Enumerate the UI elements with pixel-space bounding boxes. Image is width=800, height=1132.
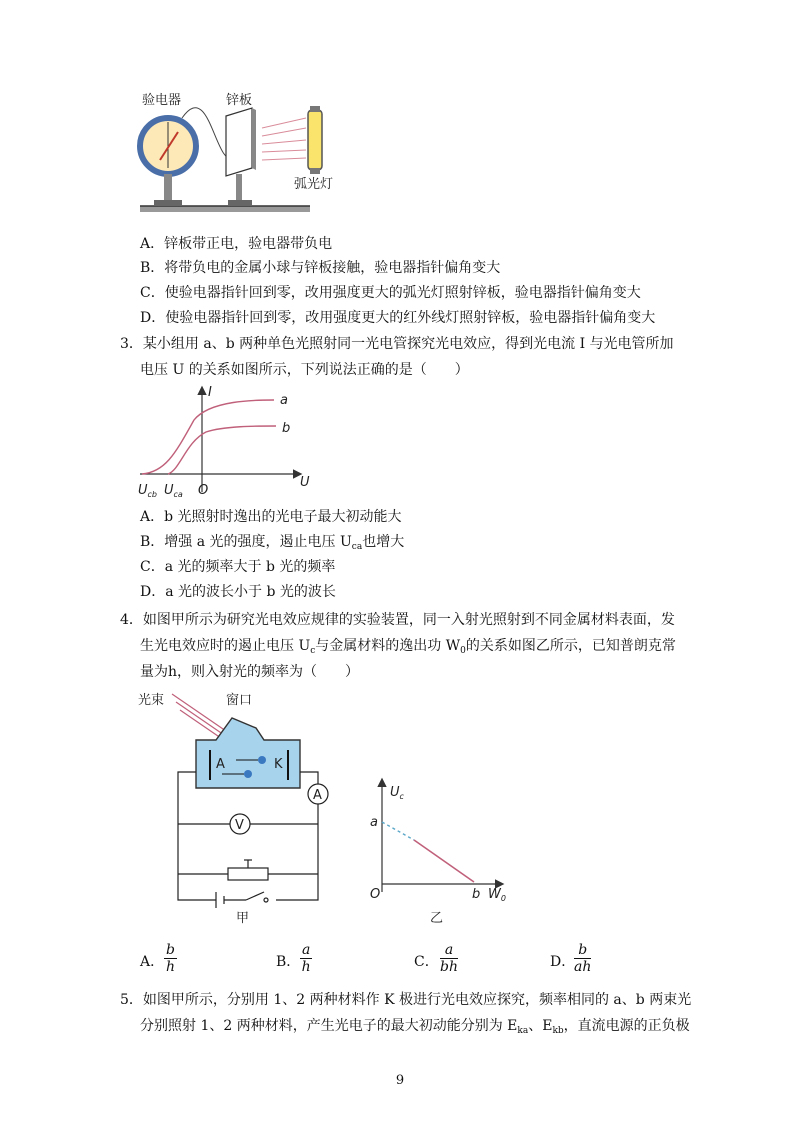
curve-b [168, 426, 276, 474]
uc-w0-graph [362, 776, 512, 926]
dashed-extension [382, 822, 414, 840]
curve-b-label: b [282, 421, 291, 436]
q3-option-b-sub: ca [351, 542, 363, 552]
zinc-plate-label: 锌板 [226, 93, 253, 108]
q4-option-c-label: C． [414, 954, 439, 970]
curve-a [142, 400, 274, 474]
uca-label: U [164, 483, 174, 498]
ucb-label: U [138, 483, 148, 498]
figure-jia-caption: 甲 [236, 911, 250, 924]
q4-option-d-den: ah [574, 959, 592, 975]
beam-label: 光束 [138, 693, 165, 708]
q4-option-b-num: a [302, 942, 311, 958]
intercept-a-label: a [370, 815, 378, 830]
arc-lamp-label: 弧光灯 [294, 177, 334, 192]
svg-text:W0 [488, 887, 506, 903]
page-number: 9 [395, 1073, 405, 1088]
q4-stem-line-2-b: 与金属材料的逸出功 W [315, 638, 461, 654]
q4-option-b-fraction [300, 942, 312, 975]
q5-stem-line-2-b: 、E [528, 1018, 553, 1034]
q3-option-a: A．b 光照射时逸出的光电子最大初动能大 [140, 509, 402, 525]
q4-option-c-fraction [440, 942, 458, 975]
q5-stem-sub-ka: ka [517, 1026, 529, 1036]
q4-stem-sub-c: c [310, 646, 316, 656]
svg-text:Ucb [138, 483, 157, 499]
anode-label: A [216, 757, 225, 772]
w0-axis-label: W [488, 887, 501, 902]
q2-option-b: B．将带负电的金属小球与锌板接触，验电器指针偏角变大 [140, 260, 501, 276]
q3-option-b [140, 532, 404, 557]
voltmeter-label: V [235, 818, 244, 833]
q5-stem-sub-kb: kb [552, 1026, 564, 1036]
figure-yi-caption: 乙 [430, 911, 444, 926]
q4-stem-line-3: 量为h，则入射光的频率为（ ） [140, 664, 360, 680]
uc-axis-sub: c [399, 792, 404, 801]
q3-stem-line-2: 电压 U 的关系如图所示，下列说法正确的是（ ） [140, 362, 469, 378]
uca-sub: ca [173, 490, 183, 499]
q4-option-a-fraction [164, 942, 177, 975]
intercept-b-label: b [472, 887, 481, 902]
origin-yi-label: O [370, 887, 381, 902]
ammeter-label: A [313, 788, 322, 803]
photoelectric-apparatus-figure [136, 688, 346, 924]
q3-stem-line-1: 3．某小组用 a、b 两种单色光照射同一光电管探究光电效应，得到光电流 I 与光电管所加 [120, 336, 674, 352]
q3-option-b-tail: 也增大 [362, 534, 405, 550]
u-axis-label: U [300, 475, 310, 490]
q3-option-b-text: B．增强 a 光的强度，遏止电压 U [140, 534, 352, 550]
q4-stem-sub-0: 0 [460, 646, 466, 656]
origin-label: O [198, 483, 209, 498]
w0-axis-sub: 0 [500, 894, 506, 903]
q4-stem-line-1: 4．如图甲所示为研究光电效应规律的实验装置，同一入射光照射到不同金属材料表面，发 [120, 612, 675, 628]
q4-option-a-den: h [165, 959, 175, 975]
uc-w0-line [414, 840, 474, 882]
curve-a-label: a [280, 393, 288, 408]
q4-option-c-den: bh [440, 959, 458, 975]
q4-stem-line-2-a: 生光电效应时的遏止电压 U [140, 638, 311, 654]
q4-option-b-den: h [301, 959, 311, 975]
q4-option-a-num: b [166, 942, 175, 958]
q4-option-a-label: A． [140, 954, 165, 970]
q5-stem-line-1: 5．如图甲所示，分别用 1、2 两种材料作 K 极进行光电效应探究，频率相同的 a、b 两束光 [120, 992, 692, 1008]
electroscope-experiment-figure [130, 88, 340, 228]
q4-option-d-label: D． [550, 954, 576, 970]
q5-stem-line-2 [140, 1016, 690, 1041]
q3-option-c: C．a 光的频率大于 b 光的频率 [140, 559, 336, 575]
q4-option-b-label: B． [276, 954, 301, 970]
cathode-label: K [274, 757, 283, 772]
q2-option-a: A．锌板带正电，验电器带负电 [140, 236, 333, 252]
q2-option-d: D．使验电器指针回到零，改用强度更大的红外线灯照射锌板，验电器指针偏角变大 [140, 310, 656, 326]
electroscope-label: 验电器 [142, 93, 182, 108]
q4-option-d-fraction [574, 942, 591, 975]
q5-stem-line-2-a: 分别照射 1、2 两种材料，产生光电子的最大初动能分别为 E [140, 1018, 518, 1034]
q4-option-c-num: a [440, 942, 458, 959]
iu-curve-graph [136, 382, 312, 500]
q2-option-c: C．使验电器指针回到零，改用强度更大的弧光灯照射锌板，验电器指针偏角变大 [140, 285, 641, 301]
ucb-sub: cb [147, 490, 157, 499]
q5-stem-line-2-c: ，直流电源的正负极 [563, 1018, 690, 1034]
q4-stem-line-2-c: 的关系如图乙所示，已知普朗克常 [465, 638, 676, 654]
i-axis-label: I [208, 385, 212, 400]
svg-text:Uca [164, 483, 183, 499]
svg-text:Uc [390, 785, 405, 801]
q4-stem-line-2 [140, 636, 676, 661]
q4-option-d-num: b [574, 942, 591, 959]
q3-option-d: D．a 光的波长小于 b 光的波长 [140, 584, 336, 600]
uc-axis-label: U [390, 785, 400, 800]
window-label: 窗口 [226, 693, 253, 708]
